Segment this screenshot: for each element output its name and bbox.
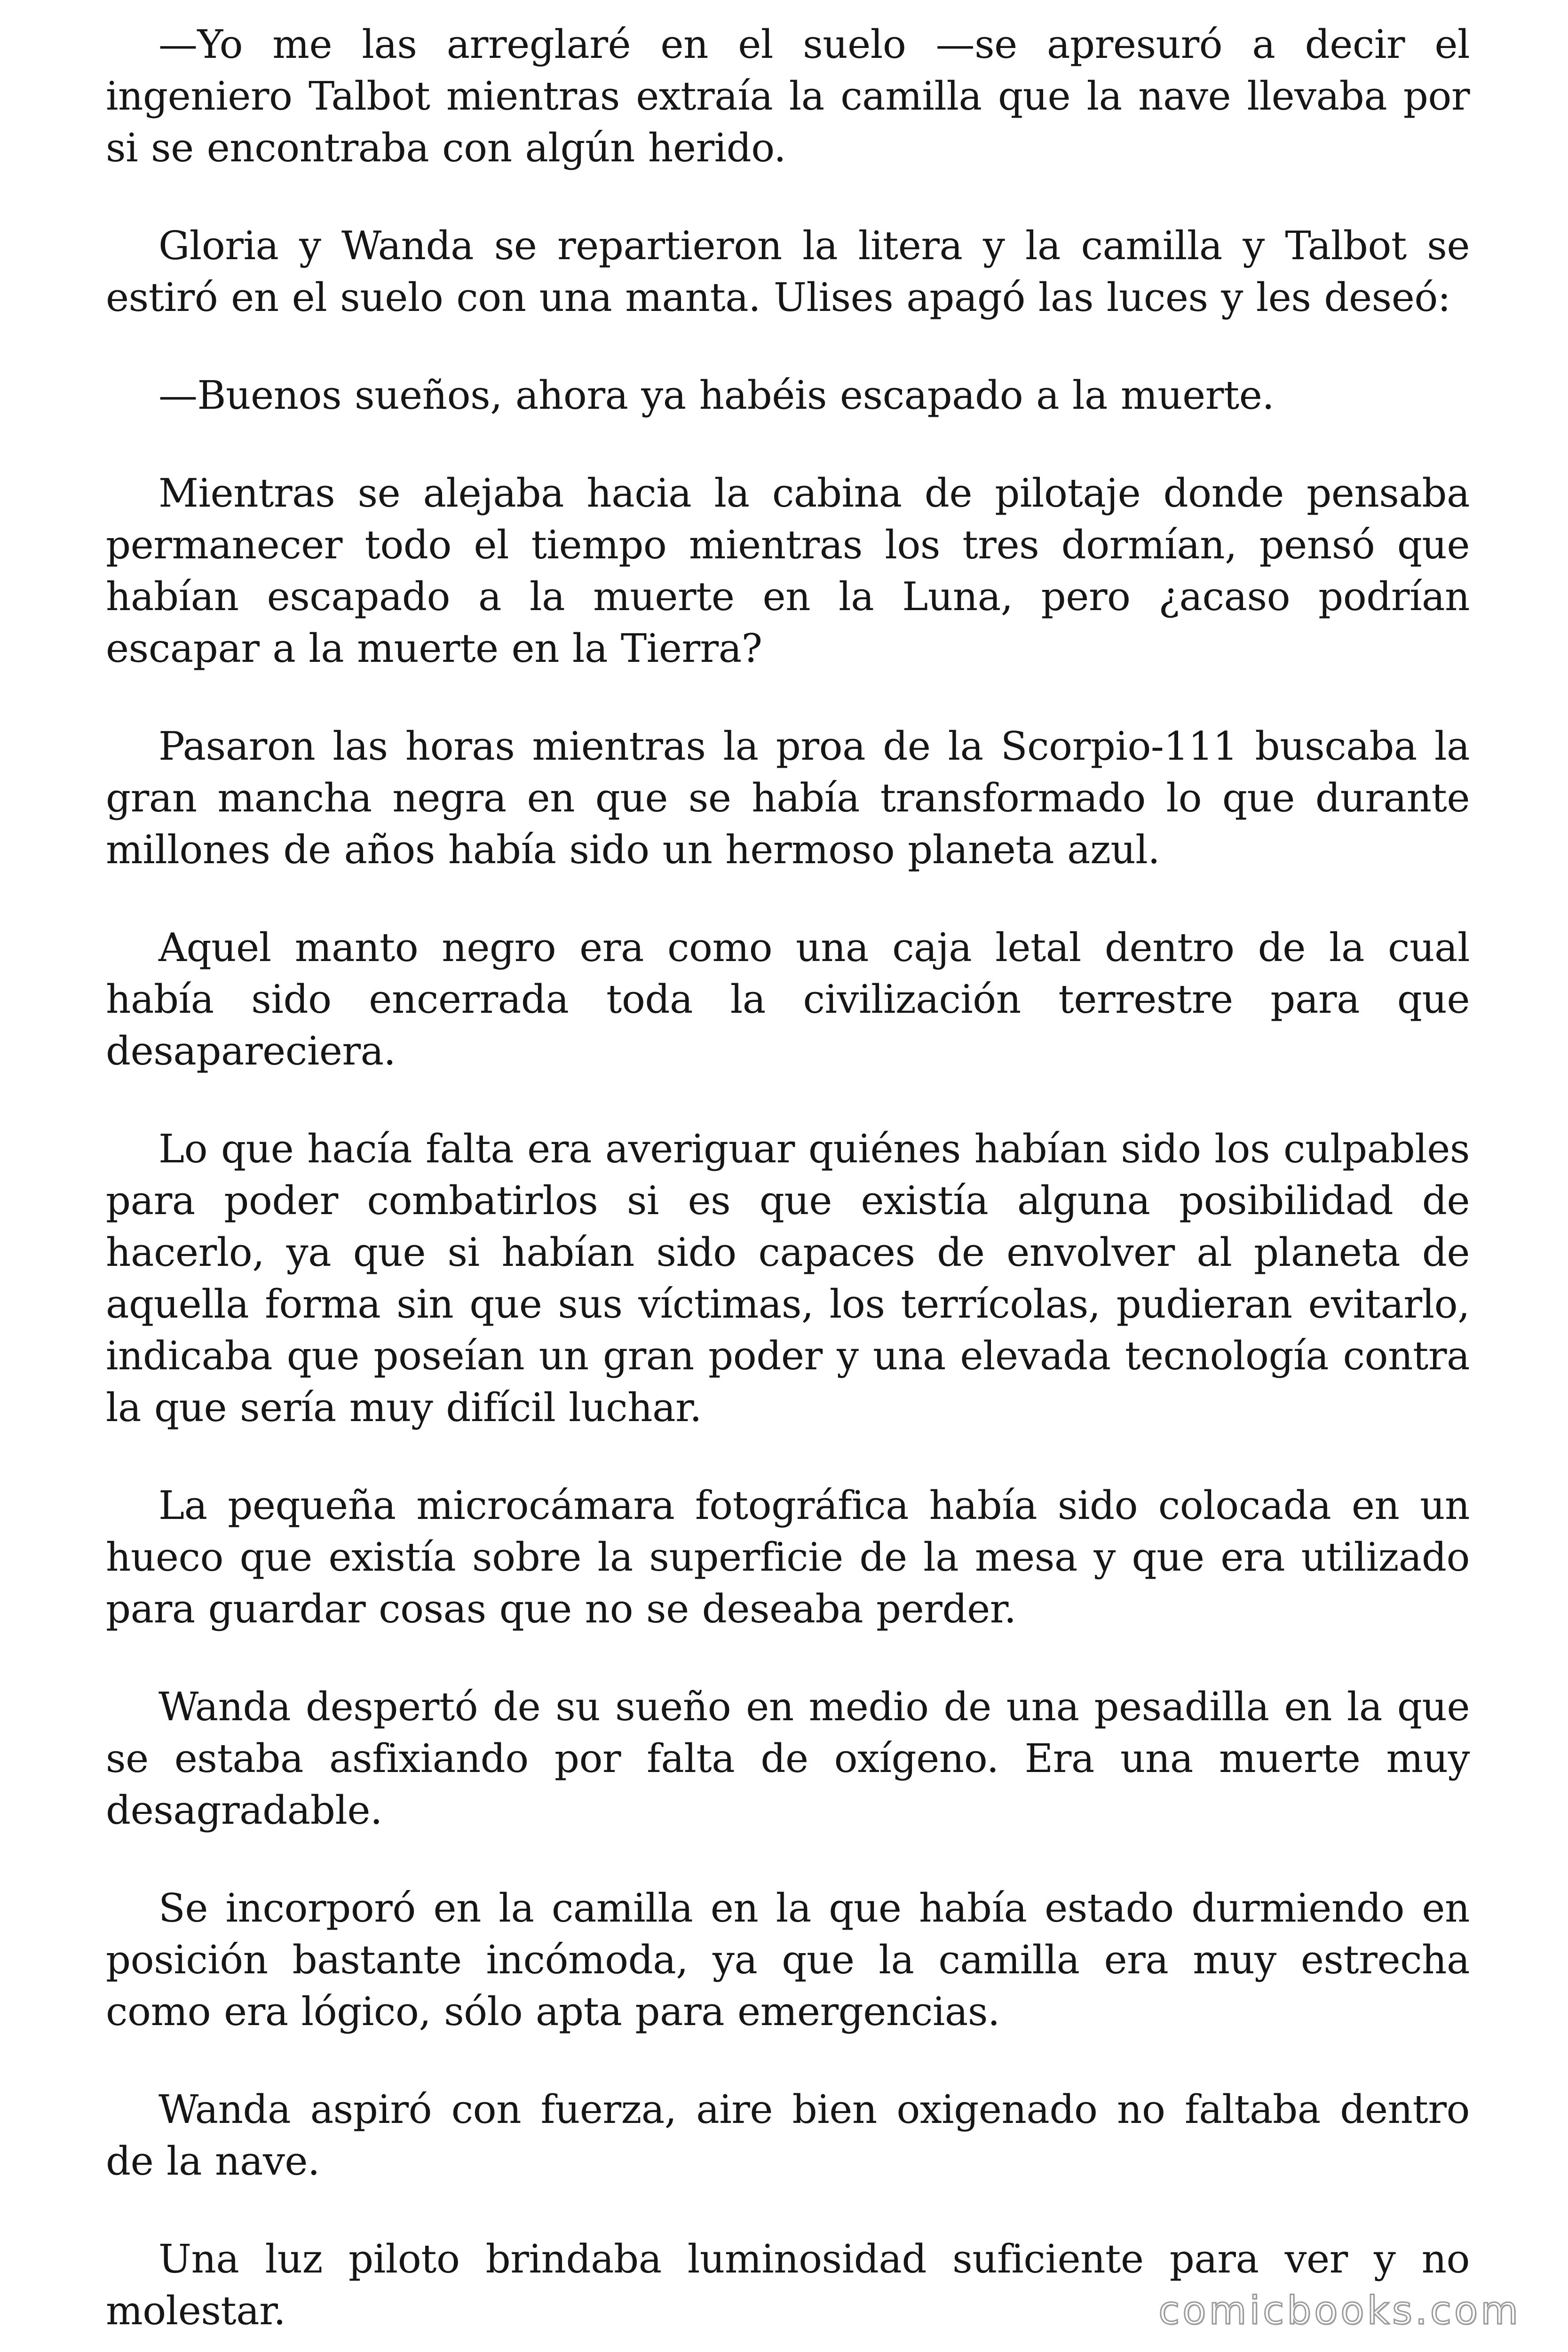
paragraph-11: Wanda aspiró con fuerza, aire bien oxigenado no faltaba dentro de la nave. bbox=[106, 2087, 1470, 2184]
paragraph-6: Aquel manto negro era como una caja letal dentro de la cual había sido encerrada toda la civilización terrestre para que desapareciera. bbox=[106, 925, 1470, 1074]
paragraph-12: Una luz piloto brindaba luminosidad suficiente para ver y no molestar. bbox=[106, 2236, 1470, 2334]
watermark: comicbooks.com bbox=[1158, 2288, 1521, 2333]
document-page bbox=[106, 19, 1470, 2352]
paragraph-4: Mientras se alejaba hacia la cabina de pilotaje donde pensaba permanecer todo el tiempo mientras los tres dormían, pensó que habían escapado a la muerte en la Luna, pero ¿acaso podrían escapar a la muerte en la Tierra? bbox=[106, 470, 1470, 671]
paragraph-8: La pequeña microcámara fotográfica había sido colocada en un hueco que existía sobre la superficie de la mesa y que era utilizado para guardar cosas que no se deseaba perder. bbox=[106, 1483, 1470, 1632]
paragraph-5: Pasaron las horas mientras la proa de la Scorpio-111 buscaba la gran mancha negra en que se había transformado lo que durante millones de años había sido un hermoso planeta azul. bbox=[106, 723, 1470, 873]
paragraph-10: Se incorporó en la camilla en la que había estado durmiendo en posición bastante incómoda, ya que la camilla era muy estrecha como era lógico, sólo apta para emergencias. bbox=[106, 1885, 1470, 2034]
paragraph-1: —Yo me las arreglaré en el suelo —se apresuró a decir el ingeniero Talbot mientras extraía la camilla que la nave llevaba por si se encontraba con algún herido. bbox=[106, 22, 1470, 171]
paragraph-7: Lo que hacía falta era averiguar quiénes habían sido los culpables para poder combatirlos si es que existía alguna posibilidad de hacerlo, ya que si habían sido capaces de envolver al planeta de aquella forma sin que sus víctimas, los terrícolas, pudieran evitarlo, indicaba que poseían un gran poder y una elevada tecnología contra la que sería muy difícil luchar. bbox=[106, 1126, 1470, 1430]
paragraph-3: —Buenos sueños, ahora ya habéis escapado a la muerte. bbox=[158, 373, 1275, 418]
paragraph-2: Gloria y Wanda se repartieron la litera y la camilla y Talbot se estiró en el suelo con una manta. Ulises apagó las luces y les deseó: bbox=[106, 223, 1470, 320]
paragraph-9: Wanda despertó de su sueño en medio de una pesadilla en la que se estaba asfixiando por falta de oxígeno. Era una muerte muy desagradable. bbox=[106, 1684, 1470, 1833]
